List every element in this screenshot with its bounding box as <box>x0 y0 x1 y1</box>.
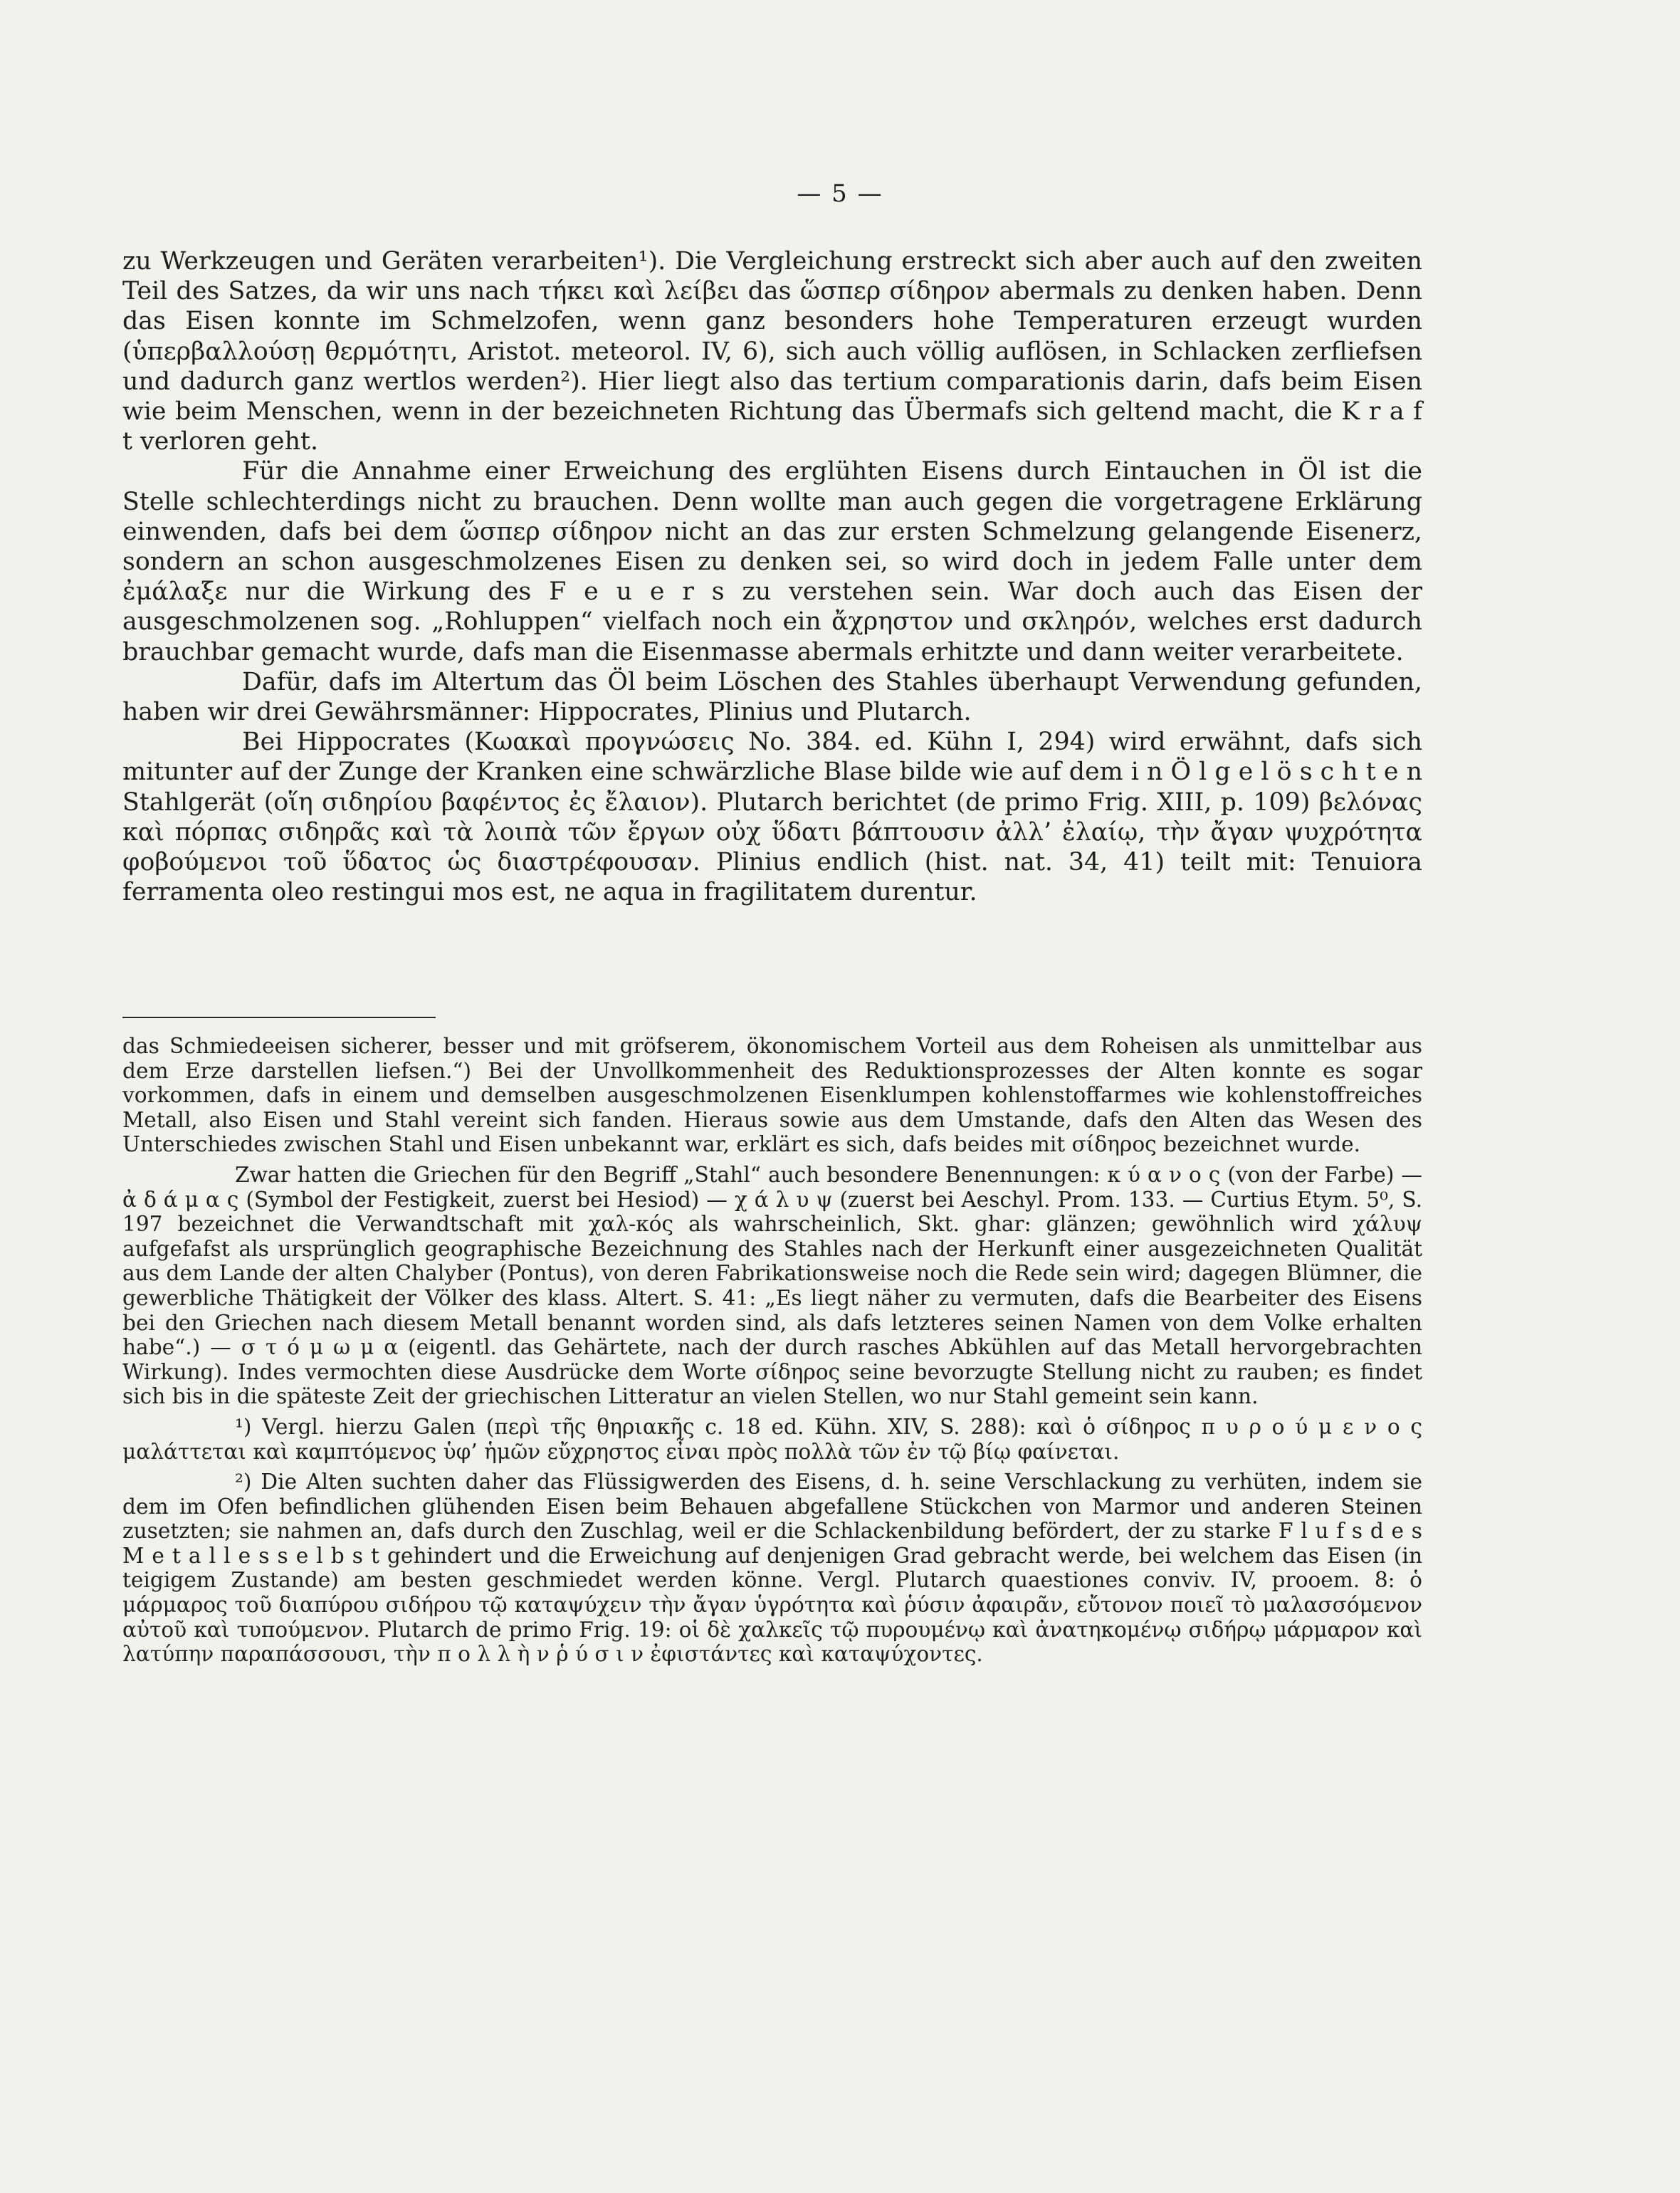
paragraph: Dafür, dafs im Altertum das Öl beim Löschen des Stahles überhaupt Verwendung gefunden, haben wir drei Gewährsmänner: Hippocrates, Plinius und Plutarch. <box>122 667 1422 727</box>
footnote-divider <box>122 1017 436 1018</box>
footnote-2: ²) Die Alten suchten daher das Flüssigwerden des Eisens, d. h. seine Verschlackung zu verhüten, indem sie dem im Ofen befindlichen glühenden Eisen beim Behauen abgefallene Stückchen von Marmor und anderen Steinen zusetzten; sie nahmen an, dafs durch den Zuschlag, weil er die Schlackenbildung befördert, der zu starke F l u f s d e s M e t a l l e s s e l b s t gehindert und die Erweichung auf denjenigen Grad gebracht werde, bei welchem das Eisen (in teigigem Zustande) am besten geschmiedet werden könne. Vergl. Plutarch quaestiones conviv. IV, prooem. 8: ὁ μάρμαρος τοῦ διαπύρου σιδήρου τῷ καταψύχειν τὴν ἄγαν ὑγρότητα καὶ ῥύσιν ἀφαιρᾶν, εὔτονον ποιεῖ τὸ μαλασσόμενον αὐτοῦ καὶ τυπούμενον. Plutarch de primo Frig. 19: οἱ δὲ χαλκεῖς τῷ πυρουμένῳ καὶ ἀνατηκομένῳ σιδήρῳ μάρμαρον καὶ λατύπην παραπάσσουσι, τὴν π ο λ λ ὴ ν ῥ ύ σ ι ν ἐφιστάντες καὶ καταψύχοντες. <box>122 1470 1422 1667</box>
paragraph: Bei Hippocrates (Κωακαὶ προγνώσεις No. 384. ed. Kühn I, 294) wird erwähnt, dafs sich mitunter auf der Zunge der Kranken eine schwärzliche Blase bilde wie auf dem i n Ö l g e l ö s c h t e n Stahlgerät (οἵη σιδηρίου βαφέντος ἐς ἔλαιον). Plutarch berichtet (de primo Frig. XIII, p. 109) βελόνας καὶ πόρπας σιδηρᾶς καὶ τὰ λοιπὰ τῶν ἔργων οὐχ ὕδατι βάπτουσιν ἀλλ’ ἐλαίῳ, τὴν ἄγαν ψυχρότητα φοβούμενοι τοῦ ὕδατος ὡς διαστρέφουσαν. Plinius endlich (hist. nat. 34, 41) teilt mit: Tenuiora ferramenta oleo restingui mos est, ne aqua in fragilitatem durentur. <box>122 728 1422 907</box>
footnotes <box>122 1034 1422 1667</box>
footnote-continuation: das Schmiedeeisen sicherer, besser und mit gröfserem, ökonomischem Vorteil aus dem Roheisen als unmittelbar aus dem Erze darstellen liefsen.“) Bei der Unvollkommenheit des Reduktionsprozesses der Alten konnte es sogar vorkommen, dafs in einem und demselben ausgeschmolzenen Eisenklumpen kohlenstoffarmes wie kohlenstoffreiches Metall, also Eisen und Stahl vereint sich fanden. Hieraus sowie aus dem Umstande, dafs den Alten das Wesen des Unterschiedes zwischen Stahl und Eisen unbekannt war, erklärt es sich, dafs beides mit σίδηρος bezeichnet wurde. <box>122 1034 1422 1157</box>
main-text <box>122 246 1422 907</box>
paragraph: Für die Annahme einer Erweichung des erglühten Eisens durch Eintauchen in Öl ist die Stelle schlechterdings nicht zu brauchen. Denn wollte man auch gegen die vorgetragene Erklärung einwenden, dafs bei dem ὥσπερ σίδηρον nicht an das zur ersten Schmelzung gelangende Eisenerz, sondern an schon ausgeschmolzenes Eisen zu denken sei, so wird doch in jedem Falle unter dem ἐμάλαξε nur die Wirkung des F e u e r s zu verstehen sein. War doch auch das Eisen der ausgeschmolzenen sog. „Rohluppen“ vielfach noch ein ἄχρηστον und σκληρόν, welches erst dadurch brauchbar gemacht wurde, dafs man die Eisenmasse abermals erhitzte und dann weiter verarbeitete. <box>122 457 1422 666</box>
paragraph: zu Werkzeugen und Geräten verarbeiten¹). Die Vergleichung erstreckt sich aber auch auf den zweiten Teil des Satzes, da wir uns nach τήκει καὶ λείβει das ὥσπερ σίδηρον abermals zu denken haben. Denn das Eisen konnte im Schmelzofen, wenn ganz besonders hohe Temperaturen erzeugt wurden (ὑπερβαλλούσῃ θερμότητι, Aristot. meteorol. IV, 6), sich auch völlig auflösen, in Schlacken zerfliefsen und dadurch ganz wertlos werden²). Hier liegt also das tertium comparationis darin, dafs beim Eisen wie beim Menschen, wenn in der bezeichneten Richtung das Übermafs sich geltend macht, die K r a f t verloren geht. <box>122 247 1422 456</box>
footnote-paragraph: Zwar hatten die Griechen für den Begriff „Stahl“ auch besondere Benennungen: κ ύ α ν ο ς (von der Farbe) — ἀ δ ά μ α ς (Symbol der Festigkeit, zuerst bei Hesiod) — χ ά λ υ ψ (zuerst bei Aeschyl. Prom. 133. — Curtius Etym. 5⁰, S. 197 bezeichnet die Verwandtschaft mit χαλ-κός als wahrscheinlich, Skt. ghar: glänzen; gewöhnlich wird χάλυψ aufgefafst als ursprünglich geographische Bezeichnung des Stahles nach der Herkunft einer ausgezeichneten Qualität aus dem Lande der alten Chalyber (Pontus), von deren Fabrikationsweise noch die Rede sein wird; dagegen Blümner, die gewerbliche Thätigkeit der Völker des klass. Altert. S. 41: „Es liegt näher zu vermuten, dafs die Bearbeiter des Eisens bei den Griechen nach diesem Metall benannt worden sind, als dafs letzteres seinen Namen von dem Volke erhalten habe“.) — σ τ ό μ ω μ α (eigentl. das Gehärtete, nach der durch rasches Abkühlen auf das Metall hervorgebrachten Wirkung). Indes vermochten diese Ausdrücke dem Worte σίδηρος seine bevorzugte Stellung nicht zu rauben; es findet sich bis in die späteste Zeit der griechischen Litteratur an vielen Stellen, wo nur Stahl gemeint sein kann. <box>122 1162 1422 1409</box>
page-number: — 5 — <box>797 179 883 208</box>
footnote-1: ¹) Vergl. hierzu Galen (περὶ τῆς θηριακῆς c. 18 ed. Kühn. XIV, S. 288): καὶ ὁ σίδηρος π υ ρ ο ύ μ ε ν ο ς μαλάττεται καὶ καμπτόμενος ὑφ’ ἡμῶν εὔχρηστος εἶναι πρὸς πολλὰ τῶν ἐν τῷ βίῳ φαίνεται. <box>122 1414 1422 1464</box>
